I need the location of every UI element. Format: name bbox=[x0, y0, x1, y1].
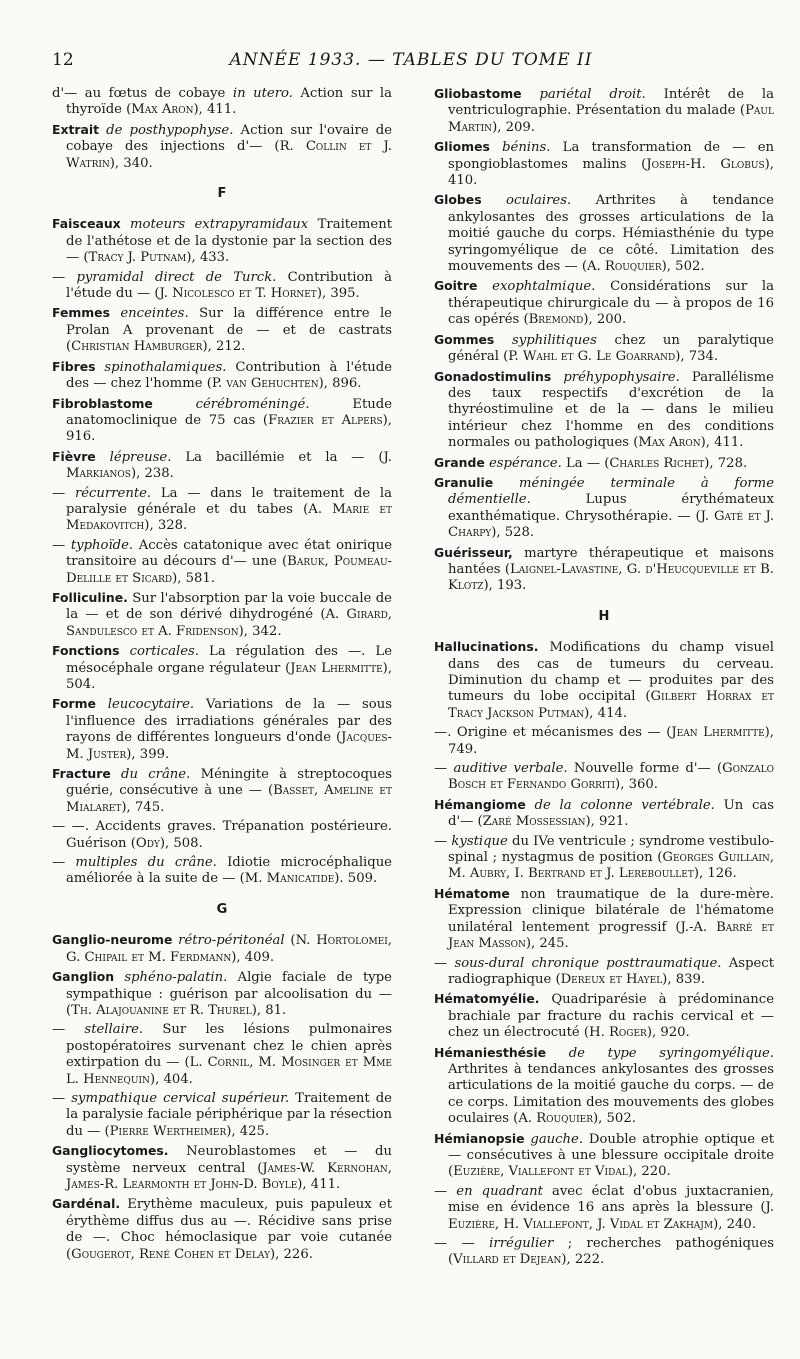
index-entry bbox=[434, 797, 774, 831]
entry-text: La régulation des —. Le mésocéphale organe régulateur ( bbox=[66, 644, 392, 676]
entry-page-ref: ), 734. bbox=[675, 349, 719, 365]
entry-authors: N. Hortolomei, G. Chipail et M. Ferdmann bbox=[66, 933, 392, 965]
entry-page-ref: ), 220. bbox=[627, 1164, 671, 1180]
entry-keyword: Goitre bbox=[434, 278, 478, 294]
entry-text: d'— au fœtus de cobaye bbox=[52, 86, 233, 101]
entry-qualifier: pariétal droit. bbox=[521, 87, 646, 102]
entry-qualifier: cérébroméningé. bbox=[152, 396, 310, 412]
entry-text: La — dans le traitement de la paralysie générale et du tabes ( bbox=[66, 485, 393, 517]
index-entry bbox=[434, 639, 774, 722]
entry-page-ref: ), 240. bbox=[713, 1216, 757, 1232]
entry-text: Action sur l'ovaire de cobaye des injections d'— ( bbox=[66, 122, 392, 155]
entry-keyword: Fibroblastome bbox=[52, 395, 153, 411]
entry-keyword: Ganglion bbox=[52, 969, 115, 985]
index-entry bbox=[434, 761, 774, 794]
index-entry bbox=[434, 86, 774, 136]
entry-page-ref: ), 411. bbox=[193, 102, 237, 118]
entry-text: Idiotie microcéphalique améliorée à la suite de — ( bbox=[66, 855, 392, 887]
entry-authors: J. Markianos bbox=[66, 449, 392, 482]
entry-text: Accès catatonique avec état onirique transitoire au décours d'— une ( bbox=[66, 537, 392, 570]
section-letter: F bbox=[217, 186, 227, 202]
entry-page-ref: ), 360. bbox=[615, 777, 658, 793]
entry-qualifier: leucocytaire. bbox=[95, 697, 195, 713]
entry-authors: Villard et Dejean bbox=[453, 1252, 562, 1268]
entry-authors: Basset, Ameline et Mialaret bbox=[66, 783, 392, 815]
index-entry bbox=[52, 1091, 392, 1140]
entry-page-ref: ), 896. bbox=[318, 376, 362, 392]
entry-qualifier: — récurrente. bbox=[52, 485, 152, 501]
entry-page-ref: ), 395. bbox=[316, 286, 360, 302]
entry-page-ref: ), 920. bbox=[646, 1025, 690, 1041]
entry-keyword: Fonctions bbox=[52, 643, 120, 659]
entry-qualifier: — pyramidal direct de Turck. bbox=[52, 269, 277, 285]
index-entry bbox=[434, 1184, 774, 1233]
index-entry bbox=[434, 278, 774, 328]
index-entry bbox=[434, 192, 774, 275]
entry-authors: J. Nicolesco et T. Hornet bbox=[159, 286, 317, 302]
entry-page-ref: ), 222. bbox=[561, 1252, 605, 1268]
entry-authors: Max Aron bbox=[638, 435, 701, 451]
index-entry bbox=[52, 86, 392, 119]
entry-qualifier: de posthypophyse. bbox=[99, 122, 234, 138]
entry-page-ref: ), 728. bbox=[704, 455, 748, 471]
entry-text: Contribution à l'étude du — ( bbox=[66, 269, 392, 302]
index-entry bbox=[434, 834, 774, 883]
entry-page-ref: ), 404. bbox=[149, 1071, 193, 1087]
entry-qualifier: — en quadrant bbox=[434, 1183, 543, 1199]
entry-qualifier: espérance. bbox=[484, 455, 562, 471]
entry-qualifier: — —. bbox=[52, 819, 90, 835]
entry-text: avec éclat d'obus juxtacranien, mise en évidence 16 ans après la blessure ( bbox=[448, 1183, 774, 1216]
entry-authors: Zaré Mossessian bbox=[482, 814, 586, 830]
entry-keyword: Gangliocytomes. bbox=[52, 1143, 169, 1159]
entry-authors: Laignel-Lavastine, G. d'Heucqueville et B. Klotz bbox=[448, 561, 774, 594]
entry-qualifier: — multiples du crâne. bbox=[52, 855, 217, 871]
entry-keyword: Hallucinations. bbox=[434, 639, 539, 655]
index-entry bbox=[52, 643, 392, 693]
running-title: ANNÉE 1933. — TABLES DU TOME II bbox=[229, 50, 593, 70]
entry-authors: Jean Lhermitte bbox=[671, 725, 765, 741]
entry-keyword: Granulie bbox=[434, 474, 494, 490]
entry-qualifier: de la colonne vertébrale. bbox=[525, 797, 715, 813]
entry-page-ref: ), 399. bbox=[126, 746, 170, 762]
entry-page-ref: ), 200. bbox=[583, 312, 627, 328]
entry-text: La transformation de — en spongioblastomes malins ( bbox=[448, 140, 774, 172]
entry-page-ref: ), 502. bbox=[593, 1111, 636, 1127]
entry-qualifier: — stellaire. bbox=[52, 1022, 144, 1038]
entry-qualifier: lépreuse. bbox=[95, 449, 172, 465]
entry-qualifier: méningée terminale à forme démentielle. bbox=[448, 475, 774, 508]
entry-page-ref: ), 212. bbox=[202, 339, 246, 355]
entry-page-ref: ), 528. bbox=[491, 525, 535, 541]
right-column bbox=[434, 86, 774, 1272]
index-entry bbox=[52, 932, 392, 966]
left-column bbox=[52, 86, 392, 1272]
entry-qualifier: gauche. bbox=[524, 1131, 584, 1147]
entry-page-ref: ), 209. bbox=[492, 119, 535, 135]
page-number: 12 bbox=[52, 50, 74, 70]
entry-authors: A. Rouquier bbox=[586, 259, 662, 275]
index-entry bbox=[52, 1022, 392, 1088]
entry-qualifier: corticales. bbox=[119, 644, 199, 660]
entry-text: Intérêt de la ventriculographie. Présentation du malade ( bbox=[448, 87, 774, 119]
entry-authors: A. Girard, Sandulesco et A. Fridenson bbox=[66, 607, 392, 639]
entry-keyword: Fièvre bbox=[52, 448, 96, 464]
entry-keyword: Femmes bbox=[52, 305, 110, 321]
index-entry bbox=[52, 855, 392, 888]
index-entry bbox=[434, 1045, 774, 1128]
entry-qualifier: enceintes. bbox=[109, 306, 189, 322]
index-entry bbox=[52, 538, 392, 587]
entry-qualifier: préhypophysaire. bbox=[551, 369, 680, 385]
entry-keyword: Forme bbox=[52, 696, 96, 712]
entry-authors: Baruk, Poumeau-Delille et Sicard bbox=[66, 554, 392, 586]
entry-page-ref: ), 126. bbox=[693, 866, 737, 882]
index-entry bbox=[434, 956, 774, 989]
entry-keyword: Folliculine. bbox=[52, 589, 128, 605]
entry-authors: A. Marie et Medakovitch bbox=[66, 501, 392, 534]
entry-authors: Tracy J. Putnam bbox=[88, 250, 187, 266]
entry-authors: Jacques-M. Juster bbox=[66, 730, 392, 762]
entry-authors: Gilbert Horrax et Tracy Jackson Putman bbox=[448, 689, 774, 721]
entry-authors: James-W. Kernohan, James-R. Learmonth et John-D. Boyle bbox=[66, 1160, 392, 1192]
entry-authors: Christian Hamburger bbox=[71, 339, 203, 355]
entry-keyword: Globes bbox=[434, 192, 482, 208]
entry-text: du IVe ventricule ; syndrome vestibulo-spinal ; nystagmus de position ( bbox=[448, 833, 774, 866]
entry-keyword: Extrait bbox=[52, 121, 100, 137]
entry-page-ref: ), 245. bbox=[525, 936, 569, 952]
index-entry bbox=[52, 590, 392, 640]
entry-text: Sur la différence entre le Prolan A provenant de — et de castrats ( bbox=[66, 306, 392, 355]
index-entry bbox=[434, 545, 774, 595]
entry-qualifier: — sous-dural chronique posttraumatique. bbox=[434, 955, 722, 971]
entry-authors: Ody bbox=[135, 835, 160, 851]
index-entry bbox=[52, 1143, 392, 1193]
index-entry bbox=[434, 369, 774, 452]
entry-authors: Charles Richet bbox=[609, 455, 705, 471]
entry-keyword: Gardénal. bbox=[52, 1196, 121, 1212]
entry-qualifier: — auditive verbale. bbox=[434, 761, 568, 777]
entry-text: Variations de la — sous l'influence des irradiations générales par des rayons de différentes longueurs d'onde ( bbox=[66, 697, 392, 746]
index-entry bbox=[52, 396, 392, 446]
index-entry bbox=[52, 122, 392, 172]
entry-text: Traitement de l'athétose et de la dystonie par la section des — ( bbox=[66, 217, 392, 266]
index-entry bbox=[434, 139, 774, 189]
entry-page-ref: ), 916. bbox=[66, 412, 392, 445]
entry-qualifier: oculaires. bbox=[481, 193, 572, 209]
entry-page-ref: ), 433. bbox=[186, 250, 230, 266]
entry-page-ref: ), 328. bbox=[144, 518, 188, 534]
entry-text: Lupus érythémateux exanthématique. Chrysothérapie. — ( bbox=[448, 492, 774, 524]
entry-authors: Gonzalo Bosch et Fernando Gorriti bbox=[448, 761, 774, 793]
entry-page-ref: ), 410. bbox=[448, 156, 774, 189]
entry-text: La bacillémie et la — ( bbox=[171, 449, 384, 465]
entry-qualifier: syphilitiques bbox=[494, 332, 597, 348]
entry-keyword: Gonadostimulins bbox=[434, 368, 552, 384]
entry-text: Accidents graves. Trépanation postérieure. Guérison ( bbox=[66, 819, 392, 851]
entry-text: Algie faciale de type sympathique : guérison par alcoolisation du — ( bbox=[66, 970, 392, 1018]
index-entry bbox=[434, 1131, 774, 1181]
entry-qualifier: exophtalmique. bbox=[477, 279, 596, 295]
entry-authors: A. Rouquier bbox=[518, 1111, 594, 1127]
entry-keyword: Gliomes bbox=[434, 139, 490, 155]
entry-text: martyre thérapeutique et maisons hantées ( bbox=[448, 545, 774, 577]
entry-keyword: Ganglio-neurome bbox=[52, 932, 173, 948]
entry-text: Quadriparésie à prédominance brachiale par fracture du rachis cervical et — chez un électrocuté ( bbox=[448, 992, 774, 1041]
entry-text: Un cas d'— ( bbox=[448, 797, 774, 830]
entry-page-ref: ), 502. bbox=[661, 259, 705, 275]
entry-qualifier: — — irrégulier bbox=[434, 1236, 554, 1251]
index-entry bbox=[434, 886, 774, 953]
index-columns bbox=[52, 86, 774, 1272]
entry-authors: H. Roger bbox=[589, 1025, 647, 1041]
entry-text: Modifications du champ visuel dans des cas de tumeurs du cerveau. Diminution du champ et — produites par des tumeurs du lobe occipital ( bbox=[448, 640, 774, 705]
entry-authors: Paul Martin bbox=[448, 103, 774, 135]
entry-authors: J. Gaté et J. Charpy bbox=[448, 508, 774, 541]
entry-page-ref: ), 414. bbox=[584, 705, 628, 721]
entry-qualifier: — sympathique cervical supérieur. bbox=[52, 1090, 290, 1106]
entry-page-ref: ), 193. bbox=[483, 578, 527, 594]
entry-page-ref: ), 409. bbox=[231, 949, 275, 965]
index-entry bbox=[52, 359, 392, 393]
entry-keyword: Hémaniesthésie bbox=[434, 1044, 547, 1060]
entry-qualifier: spinothalamiques. bbox=[95, 359, 227, 375]
entry-keyword: Grande bbox=[434, 454, 485, 470]
entry-text: La — ( bbox=[561, 455, 610, 471]
entry-keyword: Hématome bbox=[434, 885, 510, 901]
entry-text: Arthrites à tendance ankylosantes des grosses articulations de la moitié gauche du corps. Hémiasthénie du type syringomyélique de ce côté. Limitation des mouvements des — ( bbox=[448, 193, 774, 275]
entry-page-ref: ), 226. bbox=[270, 1246, 313, 1262]
index-entry bbox=[52, 216, 392, 266]
entry-text: ; recherches pathogéniques ( bbox=[448, 1236, 774, 1268]
entry-text: Etude anatomoclinique de 75 cas ( bbox=[66, 396, 392, 428]
entry-text: chez un paralytique général ( bbox=[448, 332, 774, 365]
entry-qualifier: sphéno-palatin. bbox=[114, 970, 228, 986]
section-letter: G bbox=[216, 901, 228, 917]
entry-page-ref: ), 411. bbox=[297, 1176, 341, 1192]
entry-qualifier: moteurs extrapyramidaux bbox=[120, 217, 309, 233]
entry-text: Aspect radiographique ( bbox=[448, 955, 774, 987]
entry-authors: Th. Alajouanine et R. Thurel bbox=[71, 1002, 252, 1018]
entry-text: Nouvelle forme d'— ( bbox=[567, 761, 723, 777]
index-entry bbox=[434, 332, 774, 366]
entry-text: Action sur la thyroïde ( bbox=[66, 86, 392, 118]
index-entry bbox=[52, 270, 392, 303]
index-entry bbox=[52, 969, 392, 1019]
entry-authors: R. Collin et J. Watrin bbox=[66, 139, 392, 171]
entry-qualifier: rétro-péritonéal bbox=[172, 933, 285, 949]
entry-text: Contribution à l'étude des — chez l'homme ( bbox=[66, 359, 392, 392]
page-header bbox=[52, 50, 770, 74]
entry-page-ref: ), 508. bbox=[159, 835, 203, 851]
entry-page-ref: ), 749. bbox=[448, 725, 774, 757]
entry-authors: Pierre Wertheimer bbox=[109, 1123, 227, 1139]
entry-text: Sur les lésions pulmonaires postopératoires survenant chez le chien après extirpation du — ( bbox=[66, 1022, 392, 1071]
entry-authors: Bremond bbox=[528, 312, 584, 328]
entry-page-ref: ), 81. bbox=[251, 1002, 287, 1018]
entry-text: non traumatique de la dure-mère. Expression clinique bilatérale de l'hématome unilatéral lentement progressif ( bbox=[448, 886, 774, 935]
entry-text: ( bbox=[284, 933, 296, 949]
index-entry bbox=[52, 305, 392, 355]
entry-text: Neuroblastomes et — du système nerveux central ( bbox=[66, 1144, 392, 1176]
entry-keyword: Hémangiome bbox=[434, 796, 526, 812]
entry-text: Sur l'absorption par la voie buccale de la — et de son dérivé dihydrogéné ( bbox=[66, 590, 392, 623]
entry-page-ref: ), 342. bbox=[238, 623, 282, 639]
entry-text: Parallélisme des taux respectifs d'excrétion de la thyréostimuline et de la — dans le milieu intérieur chez l'homme en des conditions normales ou pathologiques ( bbox=[448, 369, 774, 451]
entry-keyword: Fracture bbox=[52, 766, 111, 782]
entry-authors: M. Manicatide bbox=[244, 871, 335, 887]
entry-qualifier: — typhoïde. bbox=[52, 537, 134, 553]
entry-authors: Georges Guillain, M. Aubry, I. Bertrand et J. Lereboullet bbox=[448, 850, 774, 882]
index-entry bbox=[434, 1236, 774, 1269]
entry-page-ref: ), 411. bbox=[700, 435, 744, 451]
entry-keyword: Gliobastome bbox=[434, 86, 522, 101]
entry-text: —. Origine et mécanismes des — ( bbox=[434, 725, 672, 741]
entry-page-ref: ), 839. bbox=[662, 971, 706, 987]
entry-text: Méningite à streptocoques guérie, consécutive à une — ( bbox=[66, 767, 392, 799]
entry-authors: Frazier et Alpers bbox=[268, 412, 383, 428]
index-entry bbox=[52, 1196, 392, 1263]
entry-authors: Gougerot, René Cohen et Delay bbox=[71, 1246, 271, 1262]
index-entry bbox=[52, 486, 392, 535]
index-entry bbox=[52, 819, 392, 852]
index-entry bbox=[52, 696, 392, 763]
entry-text: Considérations sur la thérapeutique chirurgicale du — à propos de 16 cas opérés ( bbox=[448, 279, 775, 328]
index-entry bbox=[52, 449, 392, 483]
entry-qualifier: bénins. bbox=[489, 140, 551, 156]
entry-keyword: Hématomyélie. bbox=[434, 991, 540, 1007]
index-entry bbox=[434, 725, 774, 758]
entry-text: Erythème maculeux, puis papuleux et érythème diffus dus au —. Récidive sans prise de —. Choc hémoclasique par voie cutanée ( bbox=[66, 1197, 392, 1262]
entry-page-ref: ). 509. bbox=[334, 871, 378, 887]
section-letter: H bbox=[598, 608, 610, 624]
entry-text: Double atrophie optique et — consécutives à une blessure occipitale droite ( bbox=[448, 1131, 774, 1180]
index-entry bbox=[52, 766, 392, 816]
entry-page-ref: ), 238. bbox=[130, 466, 174, 482]
entry-italic: in utero. bbox=[232, 86, 293, 101]
entry-page-ref: ), 425. bbox=[226, 1123, 270, 1139]
entry-keyword: Guérisseur, bbox=[434, 544, 513, 560]
entry-authors: J.-A. Barré et Jean Masson bbox=[448, 919, 774, 952]
entry-page-ref: ), 581. bbox=[172, 570, 216, 586]
entry-keyword: Hémianopsie bbox=[434, 1130, 525, 1146]
entry-authors: Jean Lhermitte bbox=[290, 660, 383, 676]
entry-keyword: Faisceaux bbox=[52, 216, 121, 232]
entry-text: Traitement de la paralysie faciale périphérique par la résection du — ( bbox=[66, 1090, 392, 1139]
entry-page-ref: ), 745. bbox=[121, 799, 165, 815]
entry-qualifier: de type syringomyélique. bbox=[546, 1045, 774, 1061]
entry-authors: Max Aron bbox=[131, 102, 194, 118]
entry-authors: P. Wahl et G. Le Goarrand bbox=[508, 349, 676, 365]
entry-keyword: Gommes bbox=[434, 331, 495, 347]
entry-authors: L. Cornil, M. Mosinger et Mme L. Hennequin bbox=[66, 1055, 392, 1087]
entry-page-ref: ), 340. bbox=[109, 155, 153, 171]
entry-page-ref: ), 921. bbox=[585, 814, 629, 830]
entry-keyword: Fibres bbox=[52, 358, 96, 374]
index-entry bbox=[434, 991, 774, 1041]
entry-authors: J. Euzière, H. Viallefont, J. Vidal et Zakhajm bbox=[448, 1200, 774, 1232]
entry-authors: Euzière, Viallefont et Vidal bbox=[453, 1164, 628, 1180]
entry-authors: Joseph-H. Globus bbox=[646, 156, 765, 172]
entry-qualifier: — kystique bbox=[434, 833, 508, 849]
entry-page-ref: ), 504. bbox=[66, 660, 393, 692]
index-entry bbox=[434, 455, 774, 472]
entry-qualifier: du crâne. bbox=[110, 767, 191, 783]
entry-authors: Dereux et Hayel bbox=[560, 971, 663, 987]
entry-authors: P. van Gehuchten bbox=[211, 376, 319, 392]
index-entry bbox=[434, 475, 774, 542]
entry-text: Arthrites à tendances ankylosantes des grosses articulations de la moitié gauche du corps. — de ce corps. Limitation des mouvements des globes oculaires ( bbox=[448, 1061, 774, 1127]
